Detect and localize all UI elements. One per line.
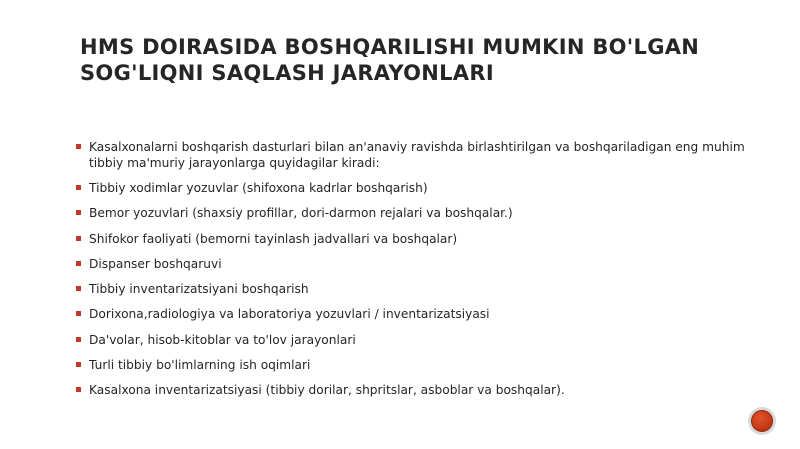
bullet-item bbox=[76, 256, 746, 272]
bullet-text: Turli tibbiy bo'limlarning ish oqimlari bbox=[89, 358, 311, 373]
bullet-item bbox=[76, 231, 746, 247]
bullet-marker-icon bbox=[76, 144, 81, 149]
bullet-text: Da'volar, hisob-kitoblar va to'lov jarayonlari bbox=[89, 332, 356, 347]
bullet-marker-icon bbox=[76, 362, 81, 367]
next-slide-button[interactable] bbox=[748, 407, 776, 435]
bullet-marker-icon bbox=[76, 311, 81, 316]
bullet-marker-icon bbox=[76, 337, 81, 342]
bullet-text: Shifokor faoliyati (bemorni tayinlash jadvallari va boshqalar) bbox=[89, 231, 458, 246]
bullet-item bbox=[76, 306, 746, 322]
bullet-text: Kasalxonalarni boshqarish dasturlari bilan an'anaviy ravishda birlashtirilgan va boshqariladigan eng muhim tibbiy ma'muriy jarayonlarga quyidagilar kiradi: bbox=[89, 140, 745, 170]
bullet-item bbox=[76, 357, 746, 373]
bullet-marker-icon bbox=[76, 286, 81, 291]
bullet-item bbox=[76, 180, 746, 196]
bullet-text: Kasalxona inventarizatsiyasi (tibbiy dorilar, shpritslar, asboblar va boshqalar). bbox=[89, 383, 565, 398]
bullet-item bbox=[76, 382, 746, 398]
bullet-text: Tibbiy inventarizatsiyani boshqarish bbox=[89, 282, 309, 297]
bullet-item bbox=[76, 332, 746, 348]
bullet-item bbox=[76, 205, 746, 221]
bullet-item bbox=[76, 281, 746, 297]
slide-title: HMS DOIRASIDA BOSHQARILISHI MUMKIN BO'LGAN SOG'LIQNI SAQLASH JARAYONLARI bbox=[80, 35, 700, 85]
bullet-text: Dorixona,radiologiya va laboratoriya yozuvlari / inventarizatsiyasi bbox=[89, 307, 490, 322]
bullet-list bbox=[76, 139, 746, 408]
bullet-text: Bemor yozuvlari (shaxsiy profillar, dori-darmon rejalari va boshqalar.) bbox=[89, 206, 513, 221]
bullet-marker-icon bbox=[76, 261, 81, 266]
bullet-marker-icon bbox=[76, 387, 81, 392]
circle-button-icon bbox=[751, 410, 773, 432]
bullet-marker-icon bbox=[76, 236, 81, 241]
bullet-marker-icon bbox=[76, 185, 81, 190]
bullet-item bbox=[76, 139, 746, 171]
bullet-text: Tibbiy xodimlar yozuvlar (shifoxona kadrlar boshqarish) bbox=[89, 181, 428, 195]
bullet-text: Dispanser boshqaruvi bbox=[89, 256, 222, 271]
bullet-marker-icon bbox=[76, 210, 81, 215]
